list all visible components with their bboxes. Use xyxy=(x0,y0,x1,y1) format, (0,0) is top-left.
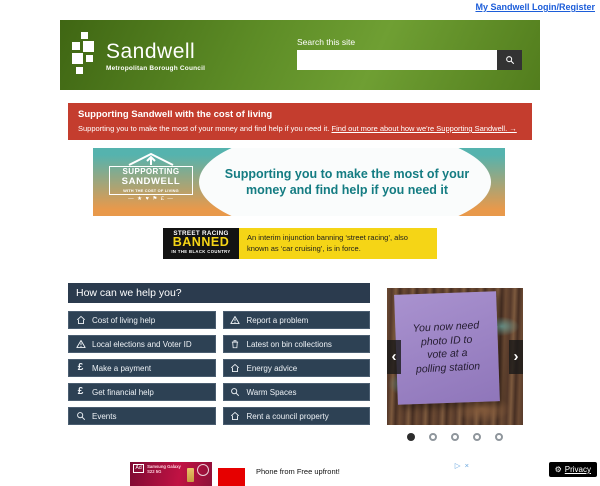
carousel-dot[interactable] xyxy=(495,433,503,441)
help-link-button[interactable] xyxy=(68,311,216,329)
note-line: vote at a xyxy=(426,346,468,362)
help-link-button[interactable] xyxy=(68,383,216,401)
note-line: polling station xyxy=(415,359,481,376)
supporting-sandwell-banner[interactable] xyxy=(93,148,505,216)
sticky-note-text xyxy=(398,318,497,378)
help-link-label: Make a payment xyxy=(92,363,152,373)
help-link-button[interactable] xyxy=(223,407,371,425)
note-line: You now need xyxy=(412,319,480,335)
help-link-button[interactable] xyxy=(223,335,371,353)
ss-logo-line1: SUPPORTING xyxy=(122,167,180,176)
help-link-label: Report a problem xyxy=(246,315,309,325)
adchoices-icon[interactable]: ▷ × xyxy=(454,461,470,470)
privacy-button[interactable] xyxy=(549,462,597,477)
ad-logo-ring xyxy=(197,464,209,476)
street-racing-banner[interactable] xyxy=(163,228,437,259)
house-icon xyxy=(230,411,241,422)
carousel-dot[interactable] xyxy=(429,433,437,441)
cost-of-living-alert-banner xyxy=(68,103,532,140)
house-icon xyxy=(230,363,241,374)
sandwell-logo[interactable] xyxy=(72,32,205,78)
supporting-sandwell-link[interactable]: Find out more about how we're Supporting Sandwell. → xyxy=(331,124,517,133)
chevron-left-icon: ‹ xyxy=(391,348,397,365)
help-link-button[interactable] xyxy=(68,407,216,425)
help-link-label: Events xyxy=(92,411,117,421)
ss-logo-line3: WITH THE COST OF LIVING xyxy=(123,188,179,194)
help-link-label: Cost of living help xyxy=(92,315,156,325)
badge-line2: BANNED xyxy=(172,235,230,250)
carousel-next-button[interactable] xyxy=(509,340,523,374)
voter-id-sticky-note xyxy=(391,291,500,404)
search-button[interactable] xyxy=(497,50,522,70)
street-racing-message: An interim injunction banning ‘street racing’, also known as ‘car cruising’, is in force. xyxy=(239,228,437,259)
ss-logo-icons: — ★ ♥ ⚑ £ — xyxy=(128,196,174,203)
street-racing-badge xyxy=(163,228,239,259)
search-input[interactable] xyxy=(297,50,497,70)
ss-logo-line2: SANDWELL xyxy=(121,175,181,187)
help-link-label: Get financial help xyxy=(92,387,154,397)
warning-icon xyxy=(75,339,86,350)
badge-line3: IN THE BLACK COUNTRY xyxy=(171,249,231,255)
carousel-dot[interactable] xyxy=(451,433,459,441)
logo-title: Sandwell xyxy=(106,40,196,63)
carousel-dot[interactable] xyxy=(473,433,481,441)
help-section xyxy=(68,283,370,425)
carousel-dot[interactable] xyxy=(407,433,415,441)
privacy-label: Privacy xyxy=(564,465,591,474)
carousel-slide-image[interactable] xyxy=(387,288,523,425)
badge-line1: STREET RACING xyxy=(173,230,229,237)
help-section-title: How can we help you? xyxy=(68,283,370,303)
news-carousel xyxy=(387,288,523,441)
help-links-grid xyxy=(68,311,370,425)
alert-title: Supporting Sandwell with the cost of living xyxy=(78,109,273,120)
help-link-label: Local elections and Voter ID xyxy=(92,339,192,349)
help-link-button[interactable] xyxy=(223,311,371,329)
advertisement-strip xyxy=(130,461,470,486)
logo-subtitle: Metropolitan Borough Council xyxy=(106,65,206,72)
house-icon xyxy=(75,315,86,326)
ad-banner-image[interactable] xyxy=(130,462,212,486)
ad-headline[interactable]: Phone from Free upfront! xyxy=(256,467,340,476)
help-link-button[interactable] xyxy=(223,383,371,401)
alert-body: Supporting you to make the most of your money and find help if you need it. Find out more about how we're Supporting Sandwell. → xyxy=(78,124,517,133)
search-label: Search this site xyxy=(297,37,356,47)
search-icon xyxy=(230,387,241,398)
carousel-prev-button[interactable] xyxy=(387,340,401,374)
site-search xyxy=(297,37,525,70)
note-line: photo ID to xyxy=(420,333,473,348)
supporting-sandwell-logo xyxy=(109,152,193,202)
site-header xyxy=(60,20,540,90)
help-link-button[interactable] xyxy=(68,335,216,353)
help-link-label: Rent a council property xyxy=(246,411,329,421)
search-icon xyxy=(505,53,515,68)
gear-icon: ⚙ xyxy=(554,465,562,474)
chevron-right-icon: › xyxy=(513,348,519,365)
pound-icon: £ xyxy=(77,386,84,397)
help-link-label: Latest on bin collections xyxy=(246,339,332,349)
help-link-button[interactable] xyxy=(68,359,216,377)
warning-icon xyxy=(230,315,241,326)
pound-icon: £ xyxy=(77,362,84,373)
supporting-banner-message: Supporting you to make the most of your money and find help if you need it xyxy=(224,167,470,198)
search-icon xyxy=(75,411,86,422)
carousel-dots xyxy=(387,433,523,441)
ad-badge: Ad xyxy=(133,464,144,473)
help-link-button[interactable] xyxy=(223,359,371,377)
bin-icon xyxy=(230,339,241,350)
house-roof-icon xyxy=(109,152,193,166)
my-sandwell-login-register-link[interactable]: My Sandwell Login/Register xyxy=(475,2,595,12)
ad-logo-red-square[interactable] xyxy=(218,468,245,486)
sandwell-logo-mark xyxy=(72,32,99,78)
ad-banner-text: Samsung Galaxy S22 5G xyxy=(147,464,181,475)
help-link-label: Warm Spaces xyxy=(246,387,297,397)
help-link-label: Energy advice xyxy=(246,363,298,373)
